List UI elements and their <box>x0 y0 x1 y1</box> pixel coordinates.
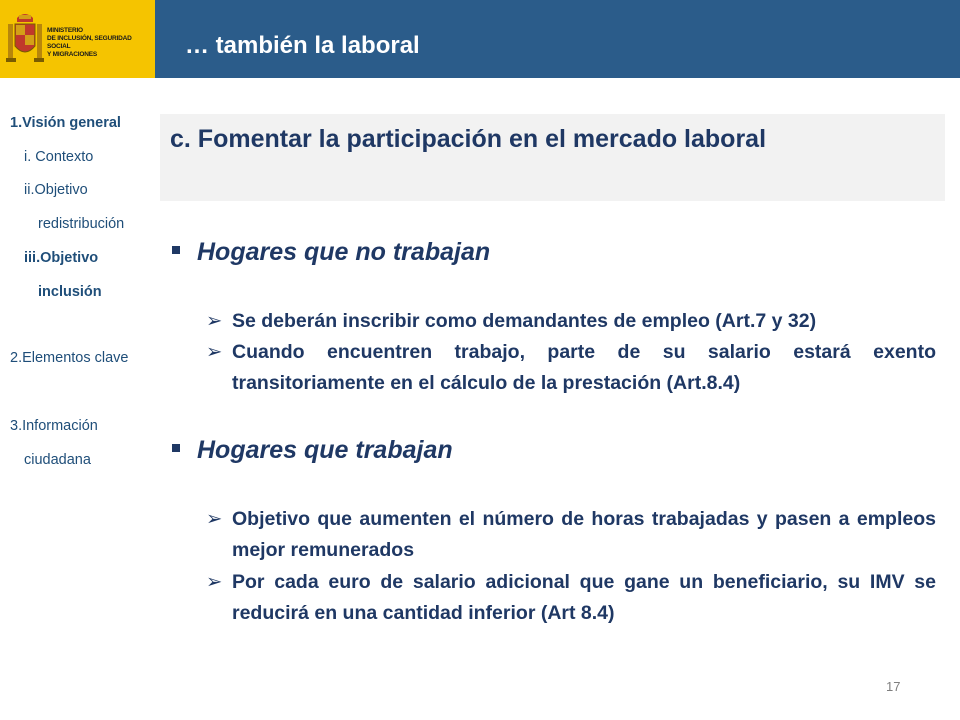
ministry-logo <box>0 0 155 78</box>
title-bar <box>155 0 960 78</box>
sidebar-item-informacion-ciudadana-cont[interactable]: ciudadana <box>24 452 91 468</box>
section-heading: Hogares que no trabajan <box>172 238 490 267</box>
slide-title: … también la laboral <box>185 32 420 59</box>
arrow-bullet-icon: ➢ <box>206 310 223 332</box>
subheading-band <box>160 114 945 201</box>
sidebar-item-vision-general[interactable]: 1.Visión general <box>10 115 121 131</box>
list-item: ➢ Se deberán inscribir como demandantes de empleo (Art.7 y 32) <box>206 306 936 337</box>
sidebar-item-informacion-ciudadana[interactable]: 3.Información <box>10 418 98 434</box>
sidebar-item-elementos-clave[interactable]: 2.Elementos clave <box>10 350 129 366</box>
page-number: 17 <box>886 679 901 694</box>
arrow-bullet-icon: ➢ <box>206 341 223 363</box>
sidebar-item-objetivo-redistribucion-cont[interactable]: redistribución <box>38 216 125 232</box>
sidebar-item-contexto[interactable]: i. Contexto <box>24 149 94 165</box>
list-item: ➢ Por cada euro de salario adicional que gane un beneficiario, su IMV se reducirá en una cantidad inferior (Art 8.4) <box>206 567 936 629</box>
section-heading: Hogares que trabajan <box>172 436 453 465</box>
arrow-bullet-icon: ➢ <box>206 508 223 530</box>
sidebar-item-objetivo-inclusion-cont[interactable]: inclusión <box>38 284 102 300</box>
sidebar-item-objetivo-redistribucion[interactable]: ii.Objetivo <box>24 182 88 198</box>
subheading: c. Fomentar la participación en el mercado laboral <box>170 125 767 153</box>
ministry-name: MINISTERIO DE INCLUSIÓN, SEGURIDAD SOCIAL Y MIGRACIONES <box>47 27 132 58</box>
list-item: ➢ Cuando encuentren trabajo, parte de su salario estará exento transitoriamente en el cálculo de la prestación (Art.8.4) <box>206 337 936 399</box>
list-item: ➢ Objetivo que aumenten el número de horas trabajadas y pasen a empleos mejor remunerados <box>206 504 936 566</box>
square-bullet-icon <box>172 444 180 452</box>
coat-of-arms-icon <box>6 10 44 66</box>
arrow-bullet-icon: ➢ <box>206 571 223 593</box>
sidebar-item-objetivo-inclusion[interactable]: iii.Objetivo <box>24 250 99 266</box>
square-bullet-icon <box>172 246 180 254</box>
